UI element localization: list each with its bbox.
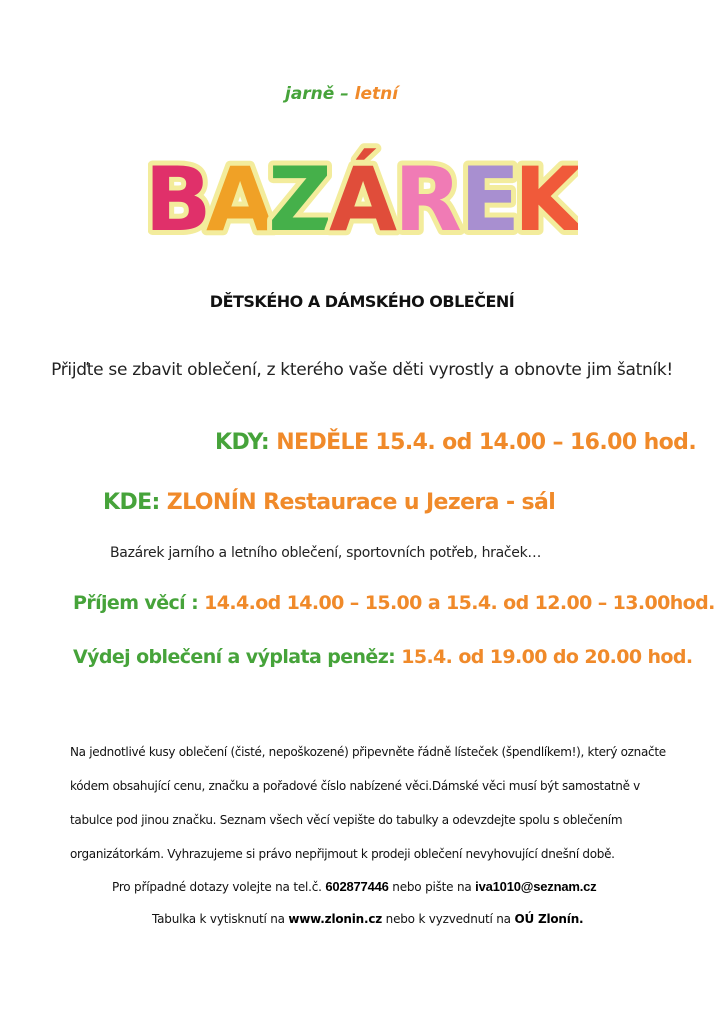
when-label: KDY: [215,430,270,455]
where-label: KDE: [103,490,167,515]
receive-label: Příjem věcí : [73,592,205,614]
payout-label: Výdej oblečení a výplata peněz: [73,646,396,668]
title-letter: R [394,148,462,250]
where-value: ZLONÍN Restaurace u Jezera - sál [166,490,556,515]
title-letter: A [205,148,275,250]
contact-prefix: Pro případné dotazy volejte na tel.č. [112,880,326,894]
phone-number: 602877446 [325,879,389,894]
table-prefix: Tabulka k vytisknutí na [152,912,289,926]
season-spring: jarně [285,84,335,104]
email-address: iva1010@seznam.cz [475,879,597,894]
website-link: www.zlonin.cz [288,912,383,926]
instruction-line: tabulce pod jinou značku. Seznam všech věcí vepište do tabulky a odevzdejte spolu s oblečením [70,813,623,827]
invitation-text: Přijďte se zbavit oblečení, z kterého vaše děti vyrostly a obnovte jim šatník! [51,360,673,380]
table-line [152,912,583,926]
receive-value: 14.4.od 14.00 – 15.00 a 15.4. od 12.00 – 13.00hod. [204,592,715,614]
where-line [103,490,555,515]
instruction-line: kódem obsahující cenu, značku a pořadové číslo nabízené věci.Dámské věci musí být samostatně v [70,779,640,793]
title-letter: B [148,148,212,250]
title-letter: Á [328,148,398,250]
when-line [215,430,696,455]
instruction-line: organizátorkám. Vyhrazujeme si právo nepřijmout k prodeji oblečení nevyhovující dnešní době. [70,847,615,861]
payout-line [73,646,692,668]
title-letter: Z [268,148,332,250]
contact-middle: nebo pište na [388,880,476,894]
season-heading [285,84,398,104]
office-name: OÚ Zlonín. [514,912,584,926]
contact-line [112,879,596,894]
subtitle: DĚTSKÉHO A DÁMSKÉHO OBLEČENÍ [209,292,515,311]
instruction-line: Na jednotlivé kusy oblečení (čisté, nepoškozené) připevněte řádně lísteček (špendlíkem!), který označte [70,745,666,759]
title-letter: K [513,148,578,250]
title-letter: E [459,148,521,250]
bazarek-title [148,138,578,250]
when-value: NEDĚLE 15.4. od 14.00 – 16.00 hod. [269,430,697,455]
items-text: Bazárek jarního a letního oblečení, sportovních potřeb, hraček… [110,545,542,561]
payout-value: 15.4. od 19.00 do 20.00 hod. [395,646,693,668]
table-middle: nebo k vyzvednutí na [382,912,515,926]
season-summer: letní [354,84,399,104]
season-dash: – [334,84,355,104]
bazarek-title-graphic [148,138,578,250]
receive-line [73,592,715,614]
